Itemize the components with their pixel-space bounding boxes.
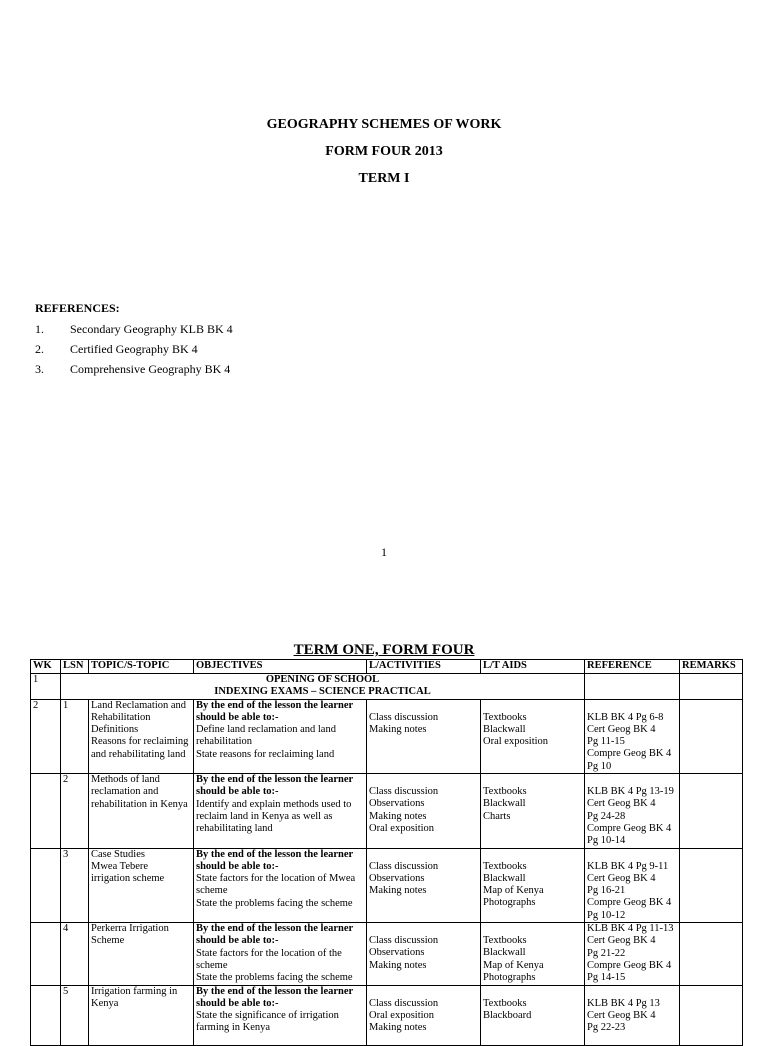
reference-line: KLB BK 4 Pg 6-8 bbox=[587, 711, 664, 723]
reference-number: 1. bbox=[35, 322, 44, 336]
table-title: TERM ONE, FORM FOUR bbox=[293, 642, 475, 658]
topic-line: reclamation and bbox=[91, 786, 159, 798]
aid-line: Blackwall bbox=[483, 723, 526, 735]
opening-remarks bbox=[680, 674, 743, 700]
remarks-cell bbox=[680, 985, 743, 1045]
reference-line: Compre Geog BK 4 bbox=[587, 748, 672, 760]
reference-line: Pg 10 bbox=[587, 760, 612, 772]
objectives-heading-line: should be able to:- bbox=[196, 997, 279, 1009]
aid-line: Blackwall bbox=[483, 798, 526, 810]
header-lsn: LSN bbox=[61, 660, 89, 674]
opening-line: INDEXING EXAMS – SCIENCE PRACTICAL bbox=[214, 686, 431, 698]
aids-cell bbox=[481, 848, 585, 922]
topic-line: Methods of land bbox=[91, 774, 160, 786]
opening-line: OPENING OF SCHOOL bbox=[265, 674, 380, 685]
lesson-number: 1 bbox=[63, 699, 69, 711]
header-aids: L/T AIDS bbox=[481, 660, 585, 674]
aids-cell bbox=[481, 923, 585, 985]
topic-line: rehabilitation in Kenya bbox=[91, 798, 188, 810]
table-header-row bbox=[31, 660, 743, 674]
lesson-row bbox=[31, 699, 743, 773]
aid-line: Textbooks bbox=[483, 786, 527, 798]
objective-line: State the problems facing the scheme bbox=[196, 972, 353, 984]
objective-line: State factors for the location of Mwea bbox=[196, 873, 356, 885]
topic-cell bbox=[89, 699, 194, 773]
document-title: GEOGRAPHY SCHEMES OF WORK bbox=[266, 117, 502, 132]
objective-line: State reasons for reclaiming land bbox=[196, 748, 335, 760]
aids-cell bbox=[481, 985, 585, 1045]
reference-line: KLB BK 4 Pg 13 bbox=[587, 997, 660, 1009]
activity-line: Making notes bbox=[369, 959, 427, 971]
remarks-cell bbox=[680, 774, 743, 848]
header-remarks: REMARKS bbox=[680, 660, 743, 674]
reference-line: Pg 10-14 bbox=[587, 835, 626, 847]
topic-line: and rehabilitating land bbox=[91, 748, 186, 760]
objectives-heading-line: By the end of the lesson the learner bbox=[196, 848, 354, 860]
reference-line: KLB BK 4 Pg 13-19 bbox=[587, 786, 674, 798]
reference-line: Pg 22-23 bbox=[587, 1022, 626, 1034]
remarks-cell bbox=[680, 848, 743, 922]
topic-cell bbox=[89, 774, 194, 848]
reference-line: KLB BK 4 Pg 11-13 bbox=[587, 923, 674, 935]
objectives-cell bbox=[194, 923, 367, 985]
objective-line: State factors for the location of the bbox=[196, 947, 342, 959]
topic-cell bbox=[89, 923, 194, 985]
reference-cell bbox=[585, 985, 680, 1045]
opening-notice bbox=[61, 674, 585, 700]
activity-line: Class discussion bbox=[369, 786, 439, 798]
lesson-cell bbox=[61, 923, 89, 985]
reference-line: Pg 10-12 bbox=[587, 909, 626, 921]
objectives-heading-line: should be able to:- bbox=[196, 786, 279, 798]
reference-cell bbox=[585, 774, 680, 848]
objective-line: rehabilitation bbox=[196, 736, 252, 748]
aid-line: Blackwall bbox=[483, 947, 526, 959]
activity-line: Observations bbox=[369, 798, 425, 810]
topic-line: Scheme bbox=[91, 935, 125, 947]
objective-line: State the significance of irrigation bbox=[196, 1010, 339, 1022]
objective-line: Define land reclamation and land bbox=[196, 724, 336, 736]
reference-text: Secondary Geography KLB BK 4 bbox=[70, 322, 233, 336]
header-objectives: OBJECTIVES bbox=[194, 660, 367, 674]
activities-cell bbox=[367, 699, 481, 773]
lesson-row bbox=[31, 848, 743, 922]
objectives-heading-line: By the end of the lesson the learner bbox=[196, 923, 354, 935]
remarks-cell bbox=[680, 699, 743, 773]
opening-reference bbox=[585, 674, 680, 700]
reference-text: Certified Geography BK 4 bbox=[70, 342, 198, 356]
activities-cell bbox=[367, 848, 481, 922]
activities-cell bbox=[367, 923, 481, 985]
reference-line: Compre Geog BK 4 bbox=[587, 959, 672, 971]
reference-line: Cert Geog BK 4 bbox=[587, 935, 656, 947]
activity-line: Observations bbox=[369, 872, 425, 884]
aid-line: Photographs bbox=[483, 971, 536, 983]
aid-line: Charts bbox=[483, 810, 511, 822]
objectives-cell bbox=[194, 848, 367, 922]
objective-line: scheme bbox=[196, 959, 228, 971]
reference-item bbox=[35, 362, 230, 377]
lesson-cell bbox=[61, 774, 89, 848]
topic-cell bbox=[89, 848, 194, 922]
activity-line: Oral exposition bbox=[369, 822, 435, 834]
reference-item bbox=[35, 322, 233, 337]
objectives-cell bbox=[194, 699, 367, 773]
topic-line: Land Reclamation and bbox=[91, 699, 187, 711]
week-cell bbox=[31, 699, 61, 773]
topic-line: irrigation scheme bbox=[91, 873, 165, 885]
aid-line: Textbooks bbox=[483, 711, 527, 723]
reference-cell bbox=[585, 923, 680, 985]
activity-line: Class discussion bbox=[369, 935, 439, 947]
header-activities: L/ACTIVITIES bbox=[367, 660, 481, 674]
activity-line: Making notes bbox=[369, 1022, 427, 1034]
activities-cell bbox=[367, 774, 481, 848]
lesson-number: 2 bbox=[63, 774, 69, 786]
document-subtitle-term: TERM I bbox=[358, 171, 410, 186]
document-subtitle-form: FORM FOUR 2013 bbox=[325, 144, 443, 159]
reference-line: Pg 24-28 bbox=[587, 810, 626, 822]
reference-cell bbox=[585, 848, 680, 922]
remarks-cell bbox=[680, 923, 743, 985]
opening-row bbox=[31, 674, 743, 700]
topic-line: Case Studies bbox=[91, 848, 145, 860]
lesson-number: 3 bbox=[63, 848, 69, 860]
topic-line: Rehabilitation bbox=[91, 711, 151, 723]
header-topic: TOPIC/S-TOPIC bbox=[89, 660, 194, 674]
lesson-cell bbox=[61, 985, 89, 1045]
objectives-cell bbox=[194, 985, 367, 1045]
lesson-cell bbox=[61, 848, 89, 922]
reference-line: Compre Geog BK 4 bbox=[587, 897, 672, 909]
activities-cell bbox=[367, 985, 481, 1045]
lesson-row bbox=[31, 985, 743, 1045]
reference-line: Cert Geog BK 4 bbox=[587, 798, 656, 810]
objective-line: farming in Kenya bbox=[196, 1022, 271, 1034]
reference-cell bbox=[585, 699, 680, 773]
aid-line: Textbooks bbox=[483, 935, 527, 947]
lesson-row bbox=[31, 774, 743, 848]
aid-line: Map of Kenya bbox=[483, 885, 544, 897]
objectives-heading-line: should be able to:- bbox=[196, 711, 279, 723]
reference-line: Cert Geog BK 4 bbox=[587, 872, 656, 884]
activity-line: Class discussion bbox=[369, 711, 439, 723]
lesson-cell bbox=[61, 699, 89, 773]
activity-line: Oral exposition bbox=[369, 1009, 435, 1021]
topic-line: Definitions bbox=[91, 724, 139, 736]
week-cell bbox=[31, 848, 61, 922]
week-cell bbox=[31, 985, 61, 1045]
activity-line: Class discussion bbox=[369, 997, 439, 1009]
aid-line: Blackwall bbox=[483, 872, 526, 884]
objective-line: rehabilitating land bbox=[196, 823, 273, 835]
reference-line: Cert Geog BK 4 bbox=[587, 723, 656, 735]
topic-line: Reasons for reclaiming bbox=[91, 736, 189, 748]
activity-line: Making notes bbox=[369, 885, 427, 897]
lesson-number: 4 bbox=[63, 923, 69, 935]
week-number: 2 bbox=[33, 699, 39, 711]
aid-line: Blackboard bbox=[483, 1009, 532, 1021]
aids-cell bbox=[481, 774, 585, 848]
reference-line: Pg 16-21 bbox=[587, 885, 626, 897]
activity-line: Observations bbox=[369, 947, 425, 959]
objectives-heading-line: By the end of the lesson the learner bbox=[196, 985, 354, 997]
aid-line: Textbooks bbox=[483, 860, 527, 872]
references-heading: REFERENCES: bbox=[35, 301, 120, 315]
objectives-heading-line: By the end of the lesson the learner bbox=[196, 699, 354, 711]
week-cell bbox=[31, 923, 61, 985]
aids-cell bbox=[481, 699, 585, 773]
activity-line: Making notes bbox=[369, 723, 427, 735]
reference-line: Cert Geog BK 4 bbox=[587, 1009, 656, 1021]
objective-line: Identify and explain methods used to bbox=[196, 798, 352, 810]
reference-line: Compre Geog BK 4 bbox=[587, 822, 672, 834]
reference-line: Pg 14-15 bbox=[587, 972, 626, 984]
reference-number: 2. bbox=[35, 342, 44, 356]
objectives-heading-line: should be able to:- bbox=[196, 860, 279, 872]
activity-line: Class discussion bbox=[369, 860, 439, 872]
reference-line: KLB BK 4 Pg 9-11 bbox=[587, 860, 669, 872]
week-cell bbox=[31, 774, 61, 848]
reference-line: Pg 21-22 bbox=[587, 947, 626, 959]
opening-wk: 1 bbox=[31, 674, 61, 700]
topic-line: Irrigation farming in bbox=[91, 985, 178, 997]
header-wk: WK bbox=[31, 660, 61, 674]
topic-line: Kenya bbox=[91, 997, 119, 1009]
objectives-cell bbox=[194, 774, 367, 848]
lesson-row bbox=[31, 923, 743, 985]
objectives-heading-line: should be able to:- bbox=[196, 935, 279, 947]
aid-line: Photographs bbox=[483, 897, 536, 909]
topic-cell bbox=[89, 985, 194, 1045]
scheme-of-work-table bbox=[30, 659, 743, 1046]
activity-line: Making notes bbox=[369, 810, 427, 822]
objective-line: scheme bbox=[196, 885, 228, 897]
page-number: 1 bbox=[381, 545, 387, 559]
aid-line: Map of Kenya bbox=[483, 959, 544, 971]
topic-line: Perkerra Irrigation bbox=[91, 923, 169, 935]
objectives-heading-line: By the end of the lesson the learner bbox=[196, 774, 354, 786]
header-reference: REFERENCE bbox=[585, 660, 680, 674]
reference-item bbox=[35, 342, 198, 357]
aid-line: Oral exposition bbox=[483, 736, 549, 748]
objective-line: State the problems facing the scheme bbox=[196, 897, 353, 909]
lesson-number: 5 bbox=[63, 985, 69, 997]
objective-line: reclaim land in Kenya as well as bbox=[196, 810, 333, 822]
reference-line: Pg 11-15 bbox=[587, 736, 625, 748]
topic-line: Mwea Tebere bbox=[91, 860, 149, 872]
reference-number: 3. bbox=[35, 362, 44, 376]
aid-line: Textbooks bbox=[483, 997, 527, 1009]
reference-text: Comprehensive Geography BK 4 bbox=[70, 362, 231, 376]
